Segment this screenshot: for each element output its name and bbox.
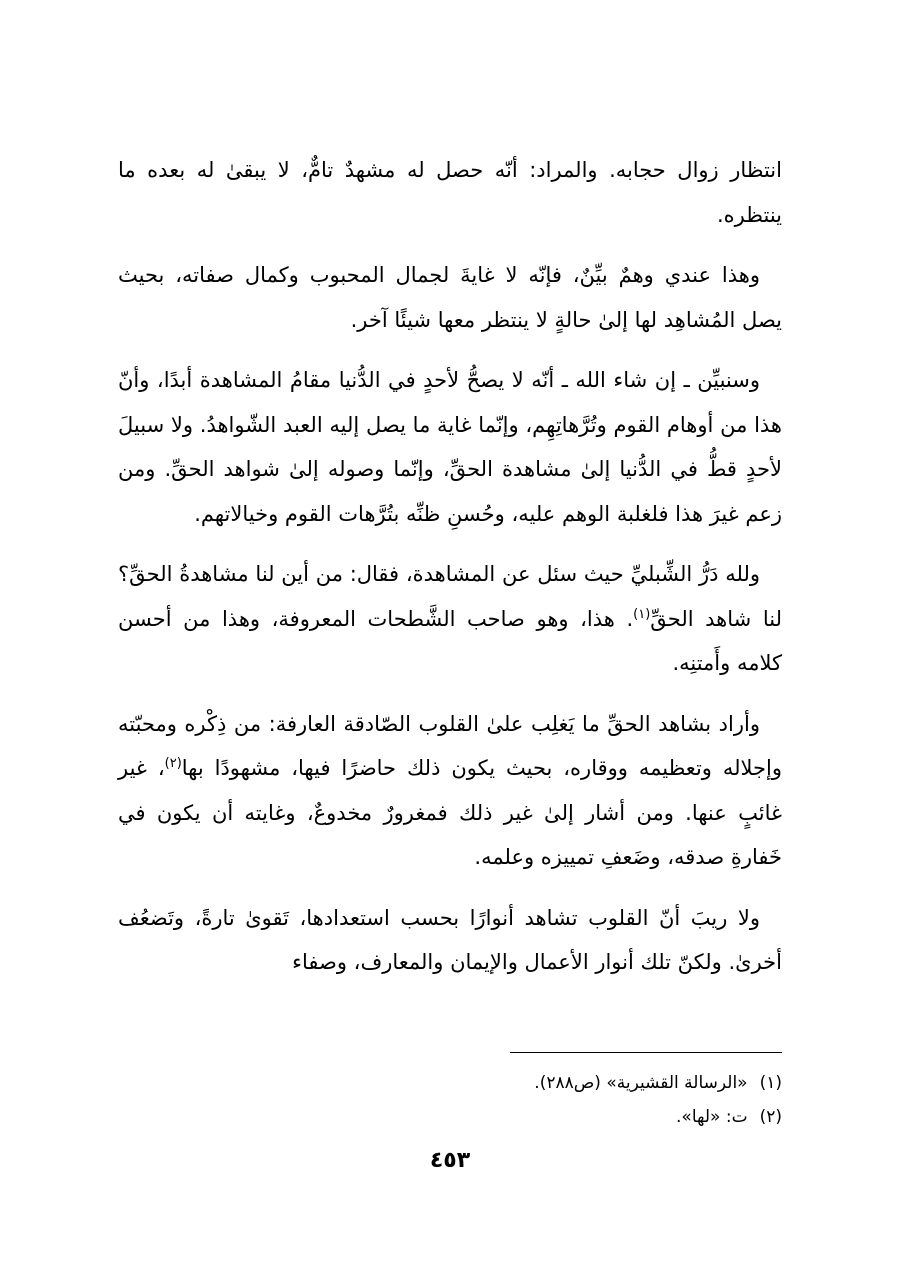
footnote-2 — [118, 1100, 782, 1134]
paragraph-6: ولا ريبَ أنّ القلوب تشاهد أنوارًا بحسب استعدادها، تَقوىٰ تارةً، وتَضعُف أخرىٰ. ولكنّ تلك أنوار الأعمال والإيمان والمعارف، وصفاء — [118, 905, 782, 974]
footnote-1 — [118, 1066, 782, 1100]
footnote-ref-2: (٢) — [164, 756, 182, 771]
footnote-1-number: (١) — [759, 1073, 782, 1093]
footnote-2-number: (٢) — [759, 1107, 782, 1127]
footnote-2-text: ت: «لها». — [676, 1107, 748, 1127]
paragraph-1: انتظار زوال حجابه. والمراد: أنّه حصل له مشهدٌ تامٌّ، لا يبقىٰ له بعده ما ينتظره. — [118, 158, 782, 227]
footnotes — [118, 1066, 782, 1134]
paragraph-5-text-a: وأراد بشاهد الحقِّ ما يَغلِب علىٰ القلوب الصّادقة العارفة: من ذِكْره ومحبّته وإجلاله وتعظيمه ووقاره، بحيث يكون ذلك حاضرًا فيها، مشهودًا بها — [118, 711, 783, 780]
footnote-ref-1: (١) — [633, 606, 651, 622]
page-number: ٤٥٣ — [429, 1148, 471, 1173]
paragraph-2: وهذا عندي وهمٌ بيِّنٌ، فإنّه لا غايةَ لجمال المحبوب وكمال صفاته، بحيث يصل المُشاهِد لها إلىٰ حالةٍ لا ينتظر معها شيئًا آخر. — [118, 263, 782, 332]
paragraph-4 — [118, 552, 782, 686]
main-text — [118, 148, 782, 1001]
paragraph-3: وسنبيِّن ـ إن شاء الله ـ أنّه لا يصحُّ لأحدٍ في الدُّنيا مقامُ المشاهدة أبدًا، وأنّ هذا من أوهام القوم وتُرَّهاتِهِم، وإنّما غاية ما يصل إليه العبد الشّواهدُ. ولا سبيلَ لأحدٍ قطُّ في الدُّنيا إلىٰ مشاهدة الحقِّ، وإنّما وصوله إلىٰ شواهد الحقِّ. ومن زعم غيرَ هذا فلغلبة الوهم عليه، وحُسنِ ظنِّه بتُرَّهات القوم وخيالاتهم. — [118, 368, 782, 526]
paragraph-5-text-b: ، غير غائبٍ عنها. ومن أشار إلىٰ غير ذلك فمغرورٌ مخدوعٌ، وغايته أن يكون في خَفارةِ صدقه، وضَعفِ تمييزه وعلمه. — [118, 756, 782, 869]
footnote-separator — [510, 1052, 782, 1053]
paragraph-4-text-a: ولله دَرُّ الشِّبليِّ حيث سئل عن المشاهدة، فقال: من أين لنا مشاهدةُ الحقِّ؟ لنا شاهد الحقِّ — [118, 562, 782, 631]
paragraph-4-text-b: . هذا، وهو صاحب الشَّطحات المعروفة، وهذا من أحسن كلامه وأَمتنِه. — [118, 606, 782, 675]
footnote-1-text: «الرسالة القشيرية» (ص٢٨٨). — [534, 1073, 748, 1093]
paragraph-5 — [118, 702, 782, 880]
